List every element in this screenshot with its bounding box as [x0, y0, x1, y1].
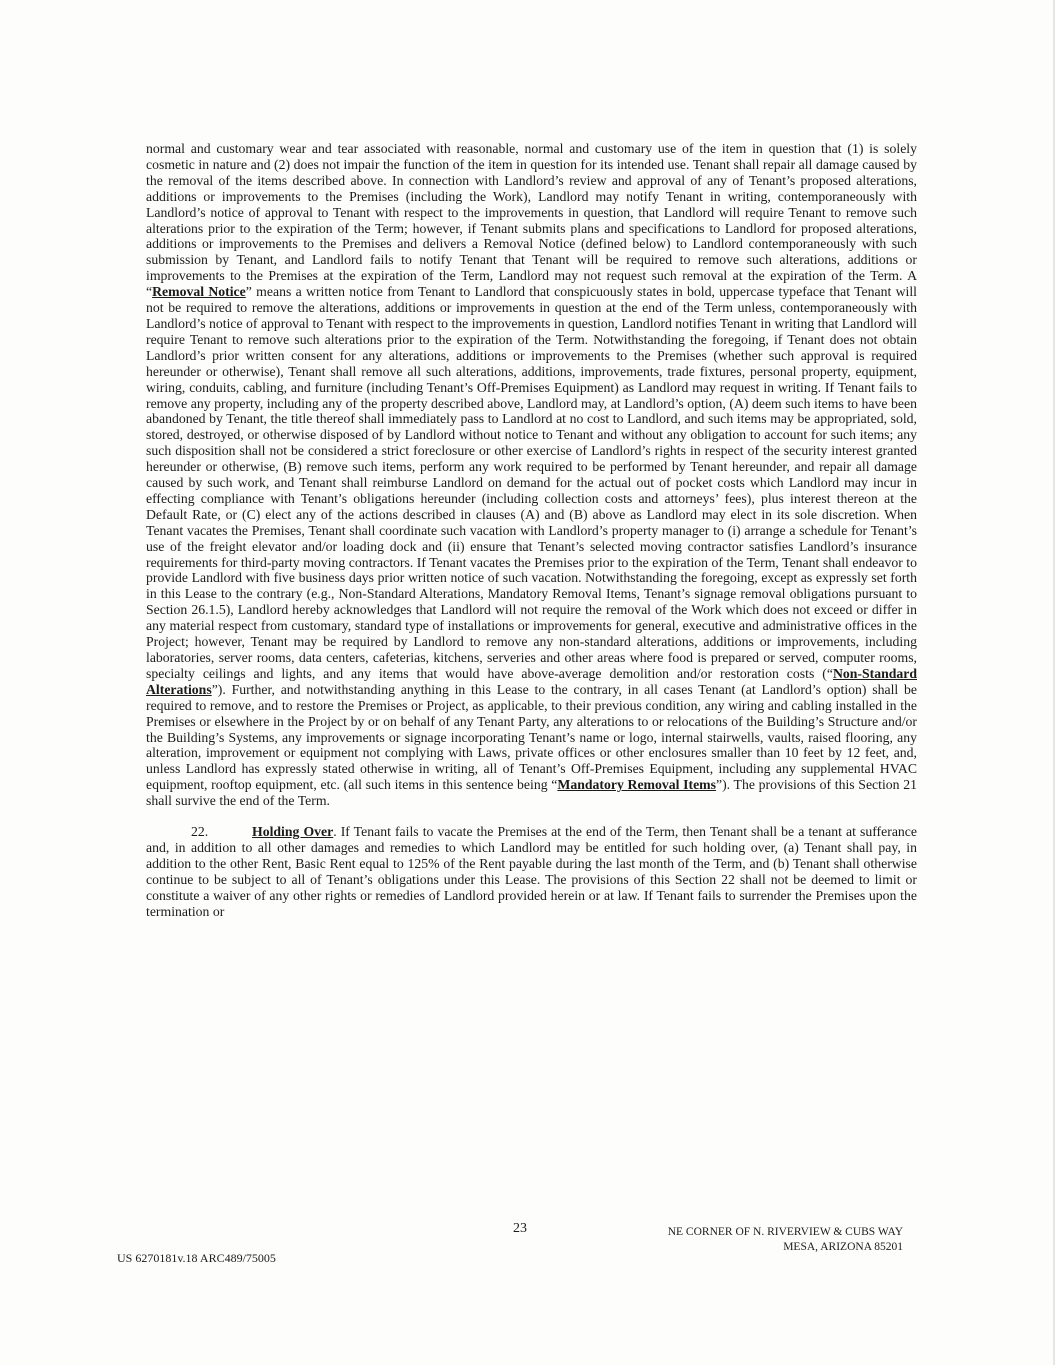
- document-body: [146, 141, 917, 920]
- paragraph-text: ” means a written notice from Tenant to Landlord that conspicuously states in bold, uppercase typeface that Tenant will not be required to remove the alterations, additions or improvements in question at the end of the Term unless, contemporaneously with Landlord’s notice of approval to Tenant with respect to the improvements in question, Landlord notifies Tenant in writing that Landlord will require Tenant to remove such alterations prior to the expiration of the Term. Notwithstanding the foregoing, if Tenant does not obtain Landlord’s prior written consent for any alterations, additions or improvements to the Premises (whether such approval is required hereunder or otherwise), Tenant shall remove all such alterations, additions, improvements, trade fixtures, personal property, equipment, wiring, conduits, cabling, and furniture (including Tenant’s Off-Premises Equipment) as Landlord may request in writing. If Tenant fails to remove any property, including any of the property described above, Landlord may, at Landlord’s option, (A) deem such items to have been abandoned by Tenant, the title thereof shall immediately pass to Landlord at no cost to Landlord, and such items may be appropriated, sold, stored, destroyed, or otherwise disposed of by Landlord without notice to Tenant and without any obligation to account for such items; any such disposition shall not be considered a strict foreclosure or other exercise of Landlord’s rights in respect of the security interest granted hereunder or otherwise, (B) remove such items, perform any work required to be performed by Tenant hereunder, and repair all damage caused by such work, and Tenant shall reimburse Landlord on demand for the actual out of pocket costs which Landlord may incur in effecting compliance with Tenant’s obligations hereunder (including collection costs and attorneys’ fees), plus interest thereon at the Default Rate, or (C) elect any of the actions described in clauses (A) and (B) above as Landlord may elect in its sole discretion. When Tenant vacates the Premises, Tenant shall coordinate such vacation with Landlord’s property manager to (i) arrange a schedule for Tenant’s use of the freight elevator and/or loading dock and (ii) ensure that Tenant’s selected moving contractor satisfies Landlord’s insurance requirements for third-party moving contractors. If Tenant vacates the Premises prior to the expiration of the Term, Tenant shall endeavor to provide Landlord with five business days prior written notice of such vacation. Notwithstanding the foregoing, except as expressly set forth in this Lease to the contrary (e.g., Non-Standard Alterations, Mandatory Removal Items, Tenant’s signage removal obligations pursuant to Section 26.1.5), Landlord hereby acknowledges that Landlord will not require the removal of the Work which does not exceed or differ in any material respect from customary, standard type of installations or improvements for general, executive and administrative offices in the Project; however, Tenant may be required by Landlord to remove any non-standard alterations, additions or improvements, including laboratories, server rooms, data centers, cafeterias, kitchens, serveries and other areas where food is prepared or served, computer rooms, specialty ceilings and lights, and any items that would have above-average demolition and/or restoration costs (“: [146, 284, 917, 681]
- section-21-continuation-paragraph: [146, 141, 917, 809]
- paragraph-text: ”). The provisions of this Section 21 shall survive the end of the Term.: [146, 777, 917, 809]
- document-id: US 6270181v.18 ARC489/75005: [117, 1251, 276, 1265]
- paragraph-text: ”). Further, and notwithstanding anything in this Lease to the contrary, in all cases Tenant (at Landlord’s option) shall be required to remove, and to restore the Premises or Project, as applicable, to their previous condition, any wiring and cabling installed in the Premises or elsewhere in the Project by or on behalf of any Tenant Party, any alterations to or relocations of the Building’s Structure and/or the Building’s Systems, any improvements or signage incorporating Tenant’s name or logo, internal stairwells, vaults, raised flooring, any alteration, improvement or equipment not complying with Laws, private offices or other enclosures smaller than 10 feet by 12 feet, and, unless Landlord has expressly stated otherwise in writing, all of Tenant’s Off-Premises Equipment, including any supplemental HVAC equipment, rooftop equipment, etc. (all such items in this sentence being “: [146, 681, 917, 793]
- address-line-1: NE CORNER OF N. RIVERVIEW & CUBS WAY: [667, 1226, 903, 1238]
- defined-term-removal-notice: Removal Notice: [152, 284, 246, 300]
- defined-term-mandatory-removal-items: Mandatory Removal Items: [557, 777, 716, 793]
- defined-term-non-standard-alterations: Non-Standard Alterations: [146, 665, 917, 697]
- section-heading-holding-over: Holding Over: [252, 824, 334, 840]
- paragraph-text: . If Tenant fails to vacate the Premises at the end of the Term, then Tenant shall be a tenant at sufferance and, in addition to all other damages and remedies to which Landlord may be entitled for such holding over, (a) Tenant shall pay, in addition to the other Rent, Basic Rent equal to 125% of the Rent payable during the last month of the Term, and (b) Tenant shall otherwise continue to be subject to all of Tenant’s obligations under this Lease. The provisions of this Section 22 shall not be deemed to limit or constitute a waiver of any other rights or remedies of Landlord provided herein or at law. If Tenant fails to surrender the Premises upon the termination or: [146, 824, 917, 919]
- section-22-paragraph: [146, 824, 917, 919]
- paragraph-text: normal and customary wear and tear associated with reasonable, normal and customary use of the item in question that (1) is solely cosmetic in nature and (2) does not impair the function of the item in question for its intended use. Tenant shall repair all damage caused by the removal of the items described above. In connection with Landlord’s review and approval of any of Tenant’s proposed alterations, additions or improvements to the Premises (including the Work), Landlord may notify Tenant in writing, contemporaneously with Landlord’s notice of approval to Tenant with respect to the improvements in question, that Landlord will require Tenant to remove such alterations prior to the expiration of the Term; however, if Tenant submits plans and specifications to Landlord for proposed alterations, additions or improvements to the Premises and delivers a Removal Notice (defined below) to Landlord contemporaneously with such submission by Tenant, and Landlord fails to notify Tenant that Tenant will be required to remove such alterations, additions or improvements to the Premises at the expiration of the Term, Landlord may not request such removal at the expiration of the Term. A “: [146, 141, 917, 300]
- address-line-2: MESA, ARIZONA 85201: [783, 1241, 903, 1253]
- section-number: 22.: [191, 824, 209, 840]
- property-address: [668, 1225, 903, 1255]
- page-number: 23: [513, 1221, 527, 1236]
